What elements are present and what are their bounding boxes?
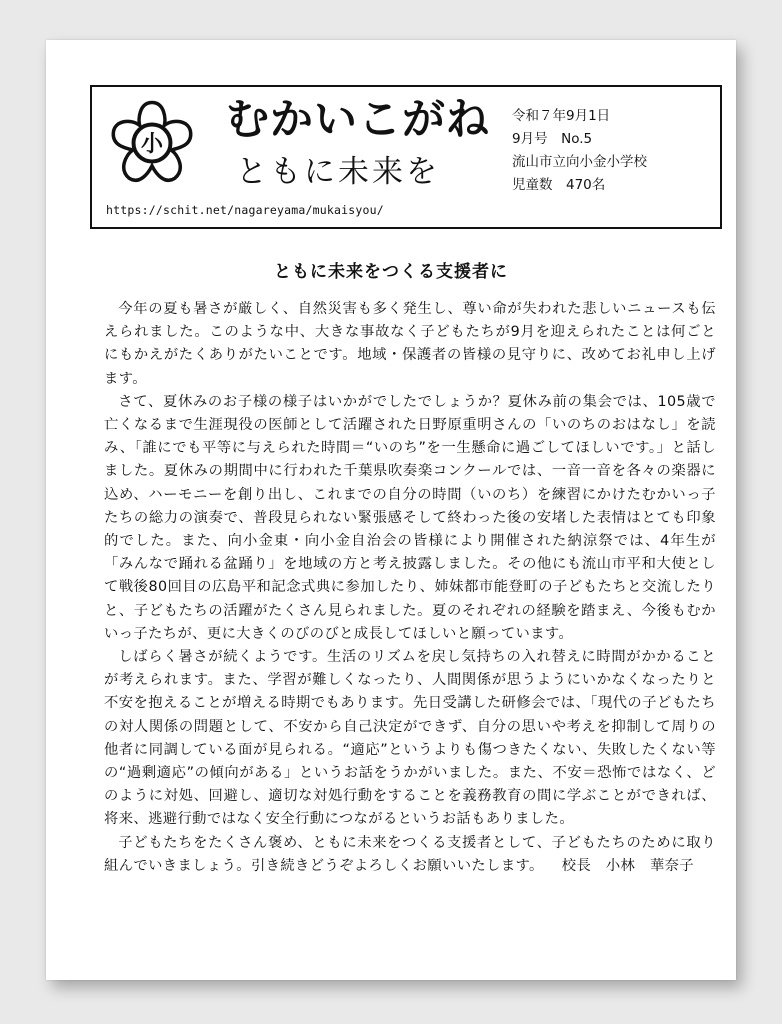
issue-date: 令和７年9月1日 (512, 108, 611, 124)
school-url: https://schit.net/nagareyama/mukaisyou/ (106, 203, 384, 217)
newsletter-subtitle: ともに未来を (236, 154, 440, 190)
article-paragraph-closing (104, 832, 716, 878)
newsletter-title: むかいこがね (226, 95, 490, 145)
principal-signature: 校長 小林 華奈子 (561, 857, 695, 874)
school-name: 流山市立向小金小学校 (512, 154, 647, 170)
article-paragraph: さて、夏休みのお子様の様子はいかがでしたでしょうか？夏休み前の集会では、105歳で亡くなるまで生涯現役の医師として活躍された日野原重明さんの「いのちのおはなし」を読み、「誰にでも平等に与えられた時間＝“いのち”を一生懸命に過ごしてほしいです。」と話しました。夏休みの期間中に行われた千葉県吹奏楽コンクールでは、一音一音を各々の楽器に込め、ハーモニーを創り出し、これまでの自分の時間（いのち）を練習にかけたむかいっ子たちの総力の演奏で、普段見られない緊張感そして終わった後の安堵した表情はとても印象的でした。また、向小金東・向小金自治会の皆様により開催された納涼祭では、4年生が「みんなで踊れる盆踊り」を地域の方と考え披露しました。その他にも流山市平和大使として戦後80回目の広島平和記念式典に参加したり、姉妹都市能登町の子どもたちと交流したりと、子どもたちの活躍がたくさん見られました。夏のそれぞれの経験を踏まえ、今後もむかいっ子たちが、更に大きくのびのびと成長してほしいと願っています。 (104, 393, 716, 642)
issue-number: 9月号 No.5 (512, 131, 593, 147)
newsletter-page (46, 40, 736, 980)
article-paragraph: 今年の夏も暑さが厳しく、自然災害も多く発生し、尊い命が失われた悲しいニュースも伝えられました。このような中、大きな事故なく子どもたちが9月を迎えられたことは何ごとにもかえがたくありがたいことです。地域・保護者の皆様の見守りに、改めてお礼申し上げます。 (104, 301, 716, 387)
article-headline: ともに未来をつくる支援者に (274, 262, 508, 282)
emblem-character: 小 (140, 131, 164, 157)
enrollment-count: 児童数 470名 (512, 177, 606, 193)
masthead (90, 85, 722, 229)
article-paragraph: しばらく暑さが続くようです。生活のリズムを戻し気持ちの入れ替えに時間がかかることが考えられます。また、学習が難しくなったり、人間関係が思うようにいかなくなったりと不安を抱えることが増える時期でもあります。先日受講した研修会では、「現代の子どもたちの対人関係の問題として、不安から自己決定ができず、自分の思いや考えを抑制して周りの他者に同調している面が見られる。“適応”というよりも傷つきたくない、失敗したくない等の“過剰適応”の傾向がある」というお話をうかがいました。また、不安＝恐怖ではなく、どのように対処、回避し、適切な対処行動をすることを義務教育の間に学ぶことができれば、将来、逃避行動ではなく安全行動につながるというお話もありました。 (104, 649, 716, 828)
article-paragraph: 子どもたちをたくさん褒め、ともに未来をつくる支援者として、子どもたちのために取り組んでいきましょう。引き続きどうぞよろしくお願いいたします。 (104, 834, 716, 874)
issue-info (512, 105, 647, 197)
school-emblem-icon (108, 99, 196, 187)
article-body (104, 298, 716, 878)
